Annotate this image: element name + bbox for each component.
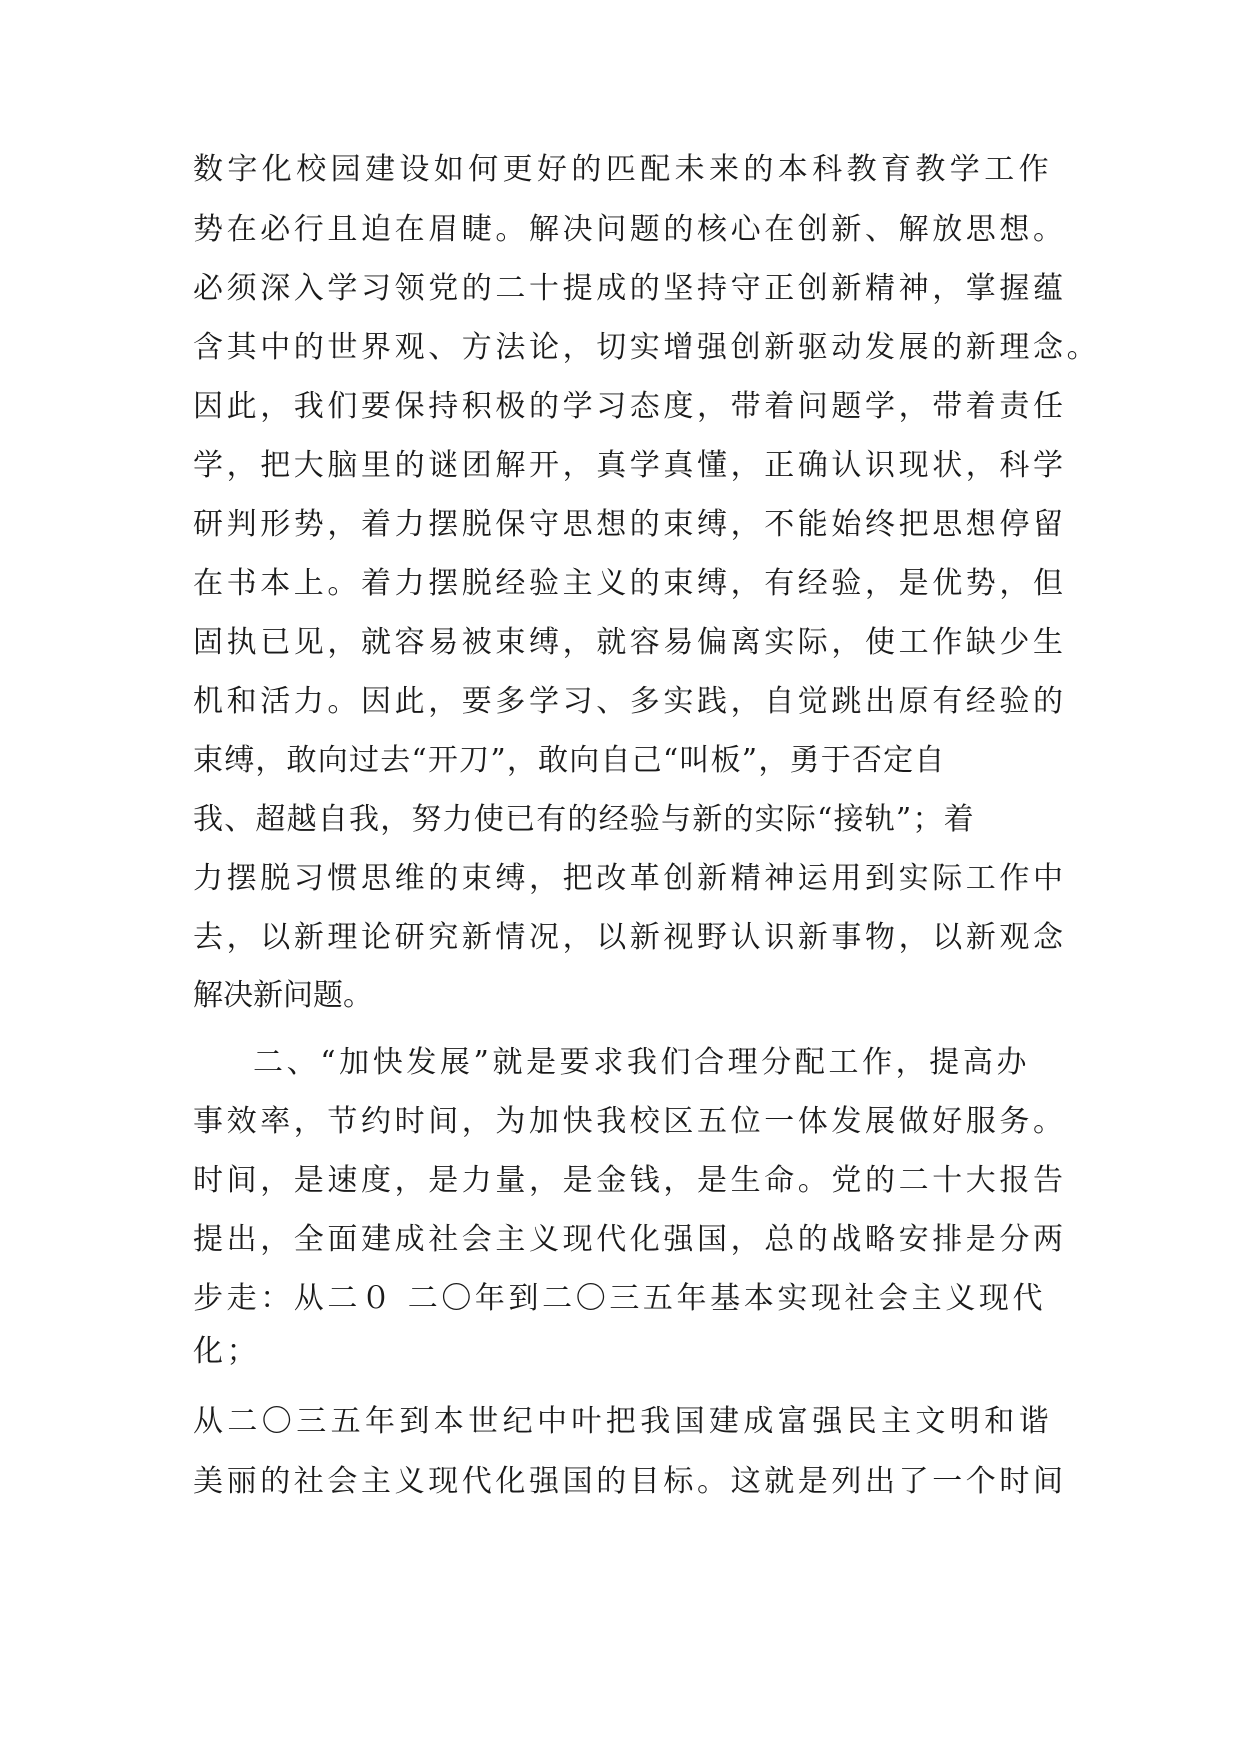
paragraph-2-line-6: 化； [193,1334,261,1369]
text-line-13: 力摆脱习惯思维的束缚，把改革创新精神运用到实际工作中 [193,861,1067,896]
text-line-6: 学，把大脑里的谜团解开，真学真懂，正确认识现状，科学 [193,448,1067,483]
text-line-8: 在书本上。着力摆脱经验主义的束缚，有经验，是优势，但 [193,566,1067,601]
text-line-11: 束缚，敢向过去“开刀”，敢向自己“叫板”，勇于否定自 [193,743,946,778]
text-line-4: 含其中的世界观、方法论，切实增强创新驱动发展的新理念。 [193,330,1101,365]
paragraph-2-line-5: 步走：从二０ 二〇年到二〇三五年基本实现社会主义现代 [193,1281,1047,1316]
text-line-3: 必须深入学习领党的二十提成的坚持守正创新精神，掌握蕴 [193,271,1067,306]
text-line-5: 因此，我们要保持积极的学习态度，带着问题学，带着责任 [193,389,1067,424]
text-line-9: 固执已见，就容易被束缚，就容易偏离实际，使工作缺少生 [193,625,1067,660]
paragraph-2-line-2: 事效率，节约时间，为加快我校区五位一体发展做好服务。 [193,1104,1067,1139]
paragraph-2-line-4: 提出，全面建成社会主义现代化强国，总的战略安排是分两 [193,1222,1067,1257]
text-line-7: 研判形势，着力摆脱保守思想的束缚，不能始终把思想停留 [193,507,1067,542]
paragraph-3-line-2: 美丽的社会主义现代化强国的目标。这就是列出了一个时间 [193,1464,1067,1499]
paragraph-2-line-3: 时间，是速度，是力量，是金钱，是生命。党的二十大报告 [193,1163,1067,1198]
text-line-10: 机和活力。因此，要多学习、多实践，自觉跳出原有经验的 [193,684,1067,719]
text-line-15: 解决新问题。 [193,978,373,1013]
paragraph-3-line-1: 从二〇三五年到本世纪中叶把我国建成富强民主文明和谐 [193,1404,1053,1439]
text-line-14: 去，以新理论研究新情况，以新视野认识新事物，以新观念 [193,920,1067,955]
paragraph-2-line-1: 二、“加快发展”就是要求我们合理分配工作，提高办 [253,1045,1031,1080]
text-line-2: 势在必行且迫在眉睫。解决问题的核心在创新、解放思想。 [193,212,1067,247]
text-line-12: 我、超越自我，努力使已有的经验与新的实际“接轨”；着 [193,802,975,837]
text-line-1: 数字化校园建设如何更好的匹配未来的本科教育教学工作 [193,152,1053,187]
